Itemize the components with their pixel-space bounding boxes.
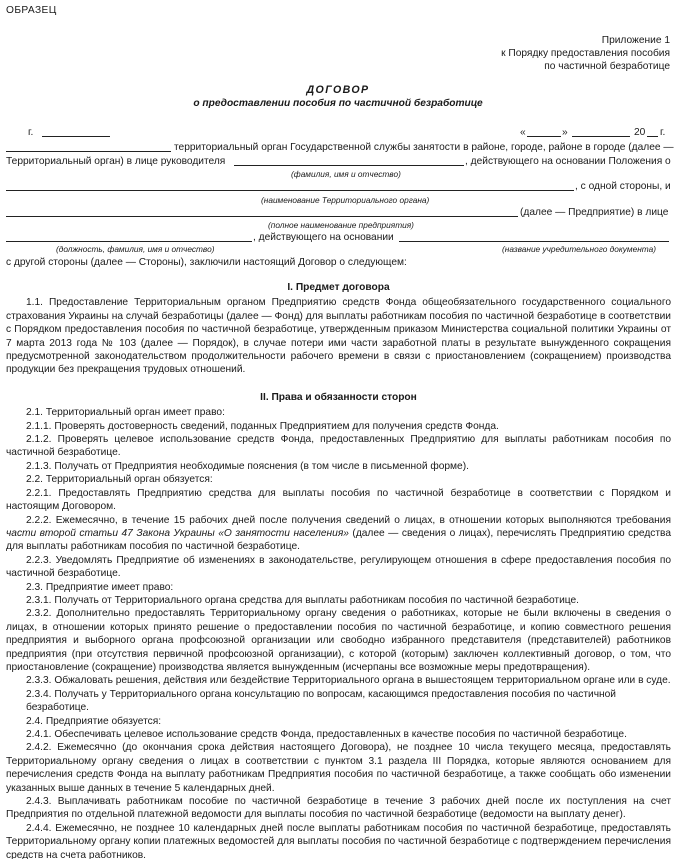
clause-2-3-3: 2.3.3. Обжаловать решения, действия или бездействие Территориального органа в вышестоящем территориальном органе или в суде.	[26, 675, 671, 687]
clause-2-2-2-b: (далее — сведения о лицах), перечислять Предприятию средства для выплаты работникам пособия по частичной безработице.	[6, 527, 671, 553]
position-blank[interactable]	[6, 232, 252, 242]
clause-2-4-1: 2.4.1. Обеспечивать целевое использование средств Фонда, предоставленных в качестве пособия по частичной безработице.	[26, 729, 627, 740]
other-side-line	[6, 256, 671, 269]
clause-2-2-3: 2.2.3. Уведомлять Предприятие об изменениях в законодательстве, регулирующем отношения в сфере предоставления пособия по частичной безработице.	[6, 554, 671, 580]
organ-text-b: Территориальный орган) в лице руководителя	[6, 155, 226, 167]
clause-2-1: 2.1. Территориальный орган имеет право:	[26, 407, 225, 419]
clause-2-3: 2.3. Предприятие имеет право:	[26, 581, 174, 593]
organ-text-c: , действующего на основании Положения о	[465, 155, 671, 167]
section-1-heading: I. Предмет договора	[287, 282, 390, 293]
clause-2-2: 2.2. Территориальный орган обязуется:	[26, 474, 213, 486]
cap-org-row	[6, 194, 671, 206]
head-fio-blank[interactable]	[234, 156, 464, 166]
clause-2-4: 2.4. Предприятие обязуется:	[26, 715, 162, 727]
caption-fio: (фамилия, имя и отчество)	[291, 169, 401, 180]
first-side-text: , с одной стороны, и	[575, 181, 671, 193]
year-blank[interactable]	[647, 127, 658, 137]
cap-full-row	[6, 219, 671, 231]
organ-name-blank[interactable]	[6, 142, 171, 152]
quote-close: »	[562, 127, 568, 138]
preamble	[6, 126, 674, 270]
organ-full-line	[6, 180, 671, 193]
clause-2-4-3: 2.4.3. Выплачивать работникам пособие по частичной безработице в течение 3 рабочих дней после их поступления на счет Предприятия по отдельной платежной ведомости для выплаты пособия по частичной безработице (ведомости на выплату денег).	[6, 796, 671, 821]
cap-position-row	[6, 244, 671, 256]
year-suffix: г.	[660, 127, 666, 138]
clause-2-2-2-a: 2.2.2. Ежемесячно, в течение 15 рабочих дней после получения сведений о лицах, в отношении которых выполняются требования	[26, 514, 671, 526]
position-line	[6, 231, 671, 244]
title-line-2: о предоставлении пособия по частичной безработице	[193, 98, 483, 110]
caption-founding-doc: (название учредительного документа)	[502, 244, 656, 255]
date-line	[6, 126, 671, 139]
appendix-note	[501, 34, 670, 74]
clause-1-1: 1.1. Предоставление Территориальным органом Предприятию средств Фонда общеобязательного государственного социального страхования Украины на случай безработицы (далее — Фонд) для выплаты работникам пособия по частичной безработице в соответствии с Порядком предоставления пособия по частичной безработице, утвержденным приказом Министерства социальной политики Украины от 7 марта 2013 года № 103 (далее — Порядок), в случае потери ими части заработной платы в результате вынужденного сокращения предусмотренной законодательством продолжительности рабочего времени в связи с приостановлением (сокращением) производства продукции без прекращения трудовых отношений.	[6, 297, 671, 376]
clause-2-3-4: 2.3.4. Получать у Территориального органа консультацию по вопросам, касающимся предоставления пособия по частичной безработице.	[26, 688, 616, 714]
other-side-text: с другой стороны (далее — Стороны), заключили настоящий Договор о следующем:	[6, 257, 407, 269]
quote-open: «	[520, 127, 526, 138]
clause-2-4-2: 2.4.2. Ежемесячно (до окончания срока действия настоящего Договора), не позднее 10 числа текущего месяца, предоставлять Территориальному органу сведения о лицах в соответствии с пунктом 3.1 раздела III Порядка, которые являются основанием для перечисления средств Фонда на выплату работникам Предприятия пособия по частичной безработице, а также сообщать обо изменении указанных выше данных в течение 5 календарных дней.	[6, 742, 671, 794]
month-blank[interactable]	[572, 127, 630, 137]
appendix-line-2: к Порядку предоставления пособия	[501, 48, 670, 60]
caption-position: (должность, фамилия, имя и отчество)	[56, 244, 215, 255]
clause-2-1-3: 2.1.3. Получать от Предприятия необходимые пояснения (в том числе в письменной форме).	[26, 460, 469, 472]
clause-2-4-4: 2.4.4. Ежемесячно, не позднее 10 календарных дней после выплаты работникам пособия по частичной безработице, предоставлять Территориальному органу копии платежных ведомостей для выплаты пособия по частичной безработице с подтверждением перечисления средств на счета работников.	[6, 822, 671, 859]
organ-text-a: территориальный орган Государственной службы занятости в районе, городе, районе в городе (далее —	[174, 142, 674, 154]
cap-fio-row	[6, 168, 671, 180]
appendix-line-1: Приложение 1	[601, 35, 670, 46]
caption-enterprise: (полное наименование предприятия)	[268, 219, 414, 230]
organ-full-blank[interactable]	[6, 181, 574, 191]
contract-body	[6, 280, 671, 859]
section-2-heading: II. Права и обязанности сторон	[260, 391, 417, 403]
clause-2-3-1: 2.3.1. Получать от Территориального органа средства для выплаты работникам пособия по частичной безработице.	[26, 594, 579, 606]
enterprise-line	[6, 206, 671, 219]
clause-2-1-1: 2.1.1. Проверять достоверность сведений, поданных Предприятием для получения средств Фонда.	[26, 420, 499, 432]
clause-2-3-2: 2.3.2. Дополнительно предоставлять Территориальному органу сведения о работниках, которые не были включены в сведения о лицах, в отношении которых принято решение о предоставлении пособия по частичной безработице, и копию совместного решения предприятия и выборного органа профсоюзной организации или свободно избранного представителя (представителей) работников предприятия (при отсутствия первичной профсоюзной организации), с которой (которым) заключен коллективный договор, о том, что приостановление (сокращение) производства является вынужденным (исчерпаны все возможные меры предотвращения).	[6, 608, 671, 673]
day-blank[interactable]	[527, 127, 561, 137]
sample-stamp: ОБРАЗЕЦ	[6, 5, 57, 16]
enterprise-text: (далее — Предприятие) в лице	[520, 206, 669, 218]
clause-2-1-2: 2.1.2. Проверять целевое использование средств Фонда, предоставленных Предприятию для выплаты работникам пособия по частичной безработице.	[6, 434, 671, 459]
head-line	[6, 155, 671, 168]
city-prefix: г.	[28, 127, 34, 138]
basis-text: , действующего на основании	[253, 231, 394, 243]
clause-2-2-1: 2.2.1. Предоставлять Предприятию средства для выплаты пособия по частичной безработице в соответствии с Порядком и настоящим Договором.	[6, 487, 671, 513]
document-title	[0, 84, 676, 110]
caption-organ: (наименование Территориального органа)	[261, 194, 430, 205]
clause-2-2-2	[6, 514, 671, 554]
title-line-1: ДОГОВОР	[306, 84, 370, 96]
year-prefix: 20	[634, 127, 646, 138]
appendix-line-3: по частичной безработице	[544, 61, 670, 73]
organ-line	[6, 141, 674, 154]
founding-doc-blank[interactable]	[399, 232, 669, 242]
city-blank[interactable]	[42, 127, 110, 137]
law-reference: части второй статьи 47 Закона Украины «О занятости населения»	[6, 527, 349, 539]
enterprise-blank[interactable]	[6, 207, 518, 217]
